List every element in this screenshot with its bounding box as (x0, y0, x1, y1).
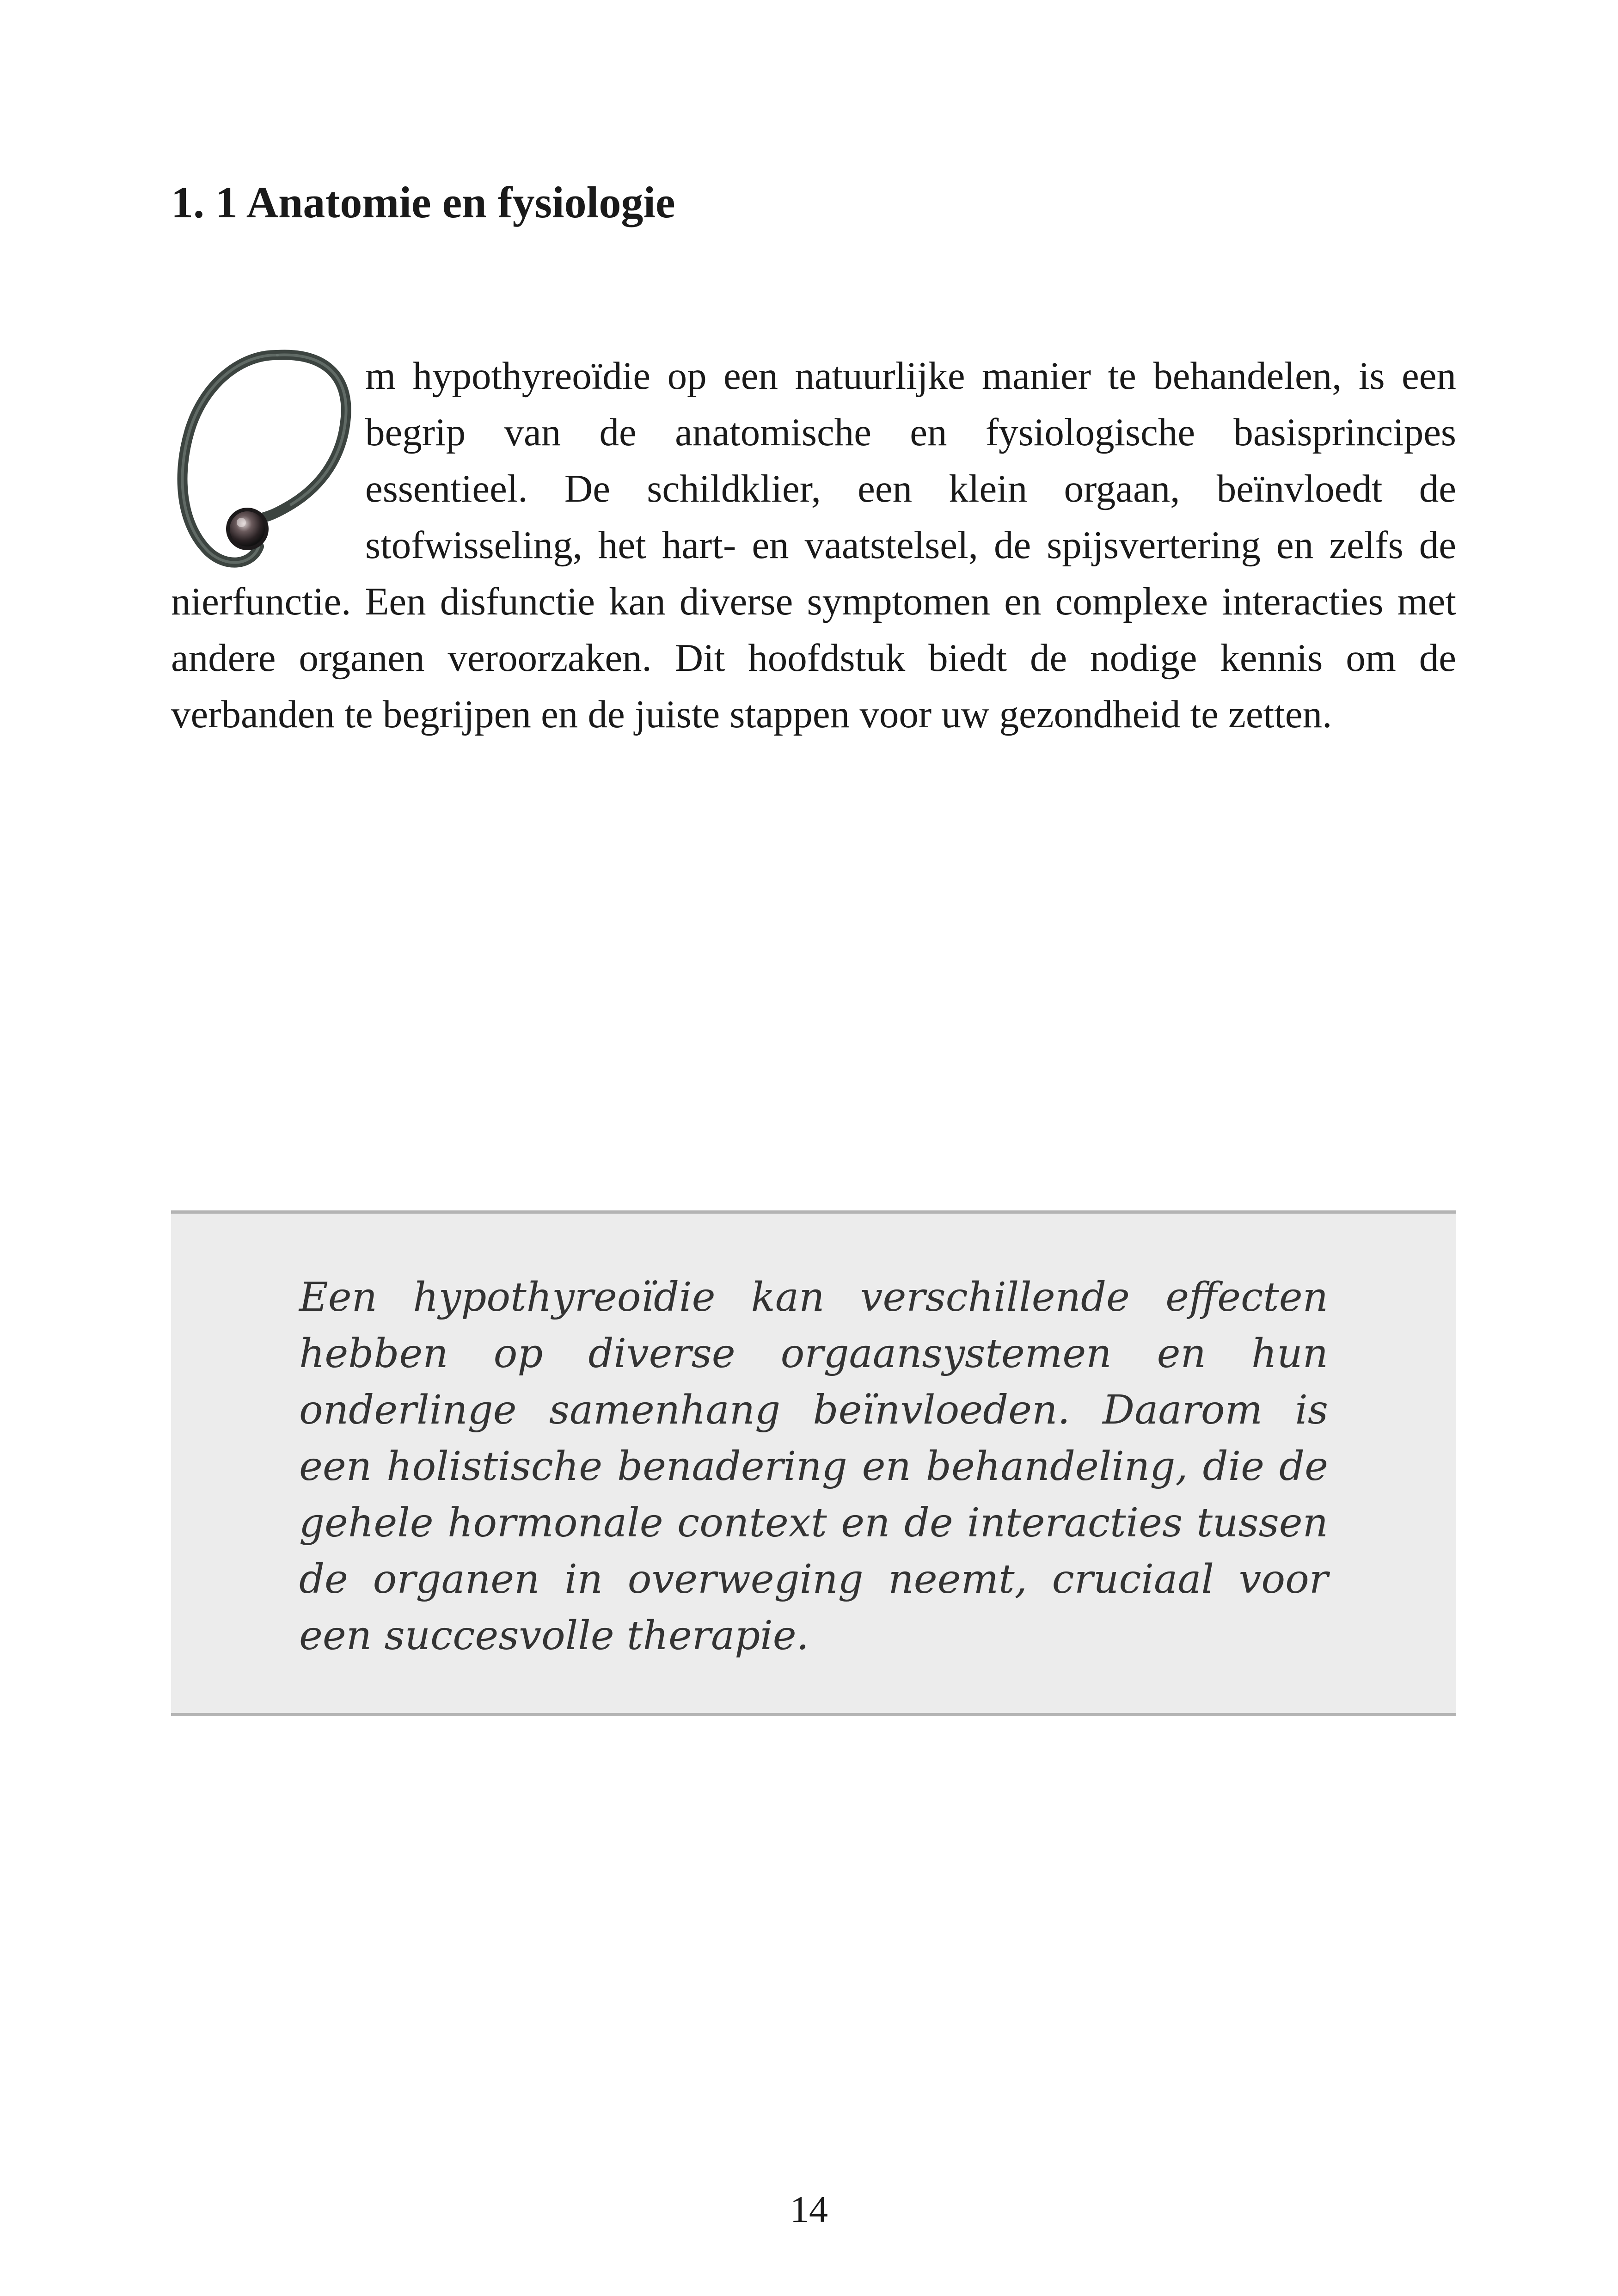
page-number: 14 (790, 2188, 828, 2230)
callout-text: Een hypothyreoïdie kan verschillende effecten hebben op diverse orgaansystemen en hun onderlinge samenhang beïnvloeden. Daarom is een holistische benadering en behandeling, die de gehele hormonale context en de interacties tussen de organen in overweging neemt, cruciaal voor een succesvolle therapie. (299, 1274, 1328, 1659)
callout-box (171, 1210, 1456, 1716)
stethoscope-icon (171, 348, 356, 573)
section-heading: 1. 1 Anatomie en fysiologie (171, 178, 675, 227)
intro-text: m hypothyreoïdie op een natuurlijke manier te behandelen, is een begrip van de anatomische en fysiologische basisprincipes essentieel. De schildklier, een klein orgaan, beïnvloedt de stofwisseling, het hart- en vaatstelsel, de spijsvertering en zelfs de nierfunctie. Een disfunctie kan diverse symptomen en complexe interacties met andere organen veroorzaken. Dit hoofdstuk biedt de nodige kennis om de verbanden te begrijpen en de juiste stappen voor uw gezondheid te zetten. (171, 354, 1456, 736)
intro-paragraph (171, 348, 1456, 743)
dropcap-stethoscope (171, 348, 365, 573)
